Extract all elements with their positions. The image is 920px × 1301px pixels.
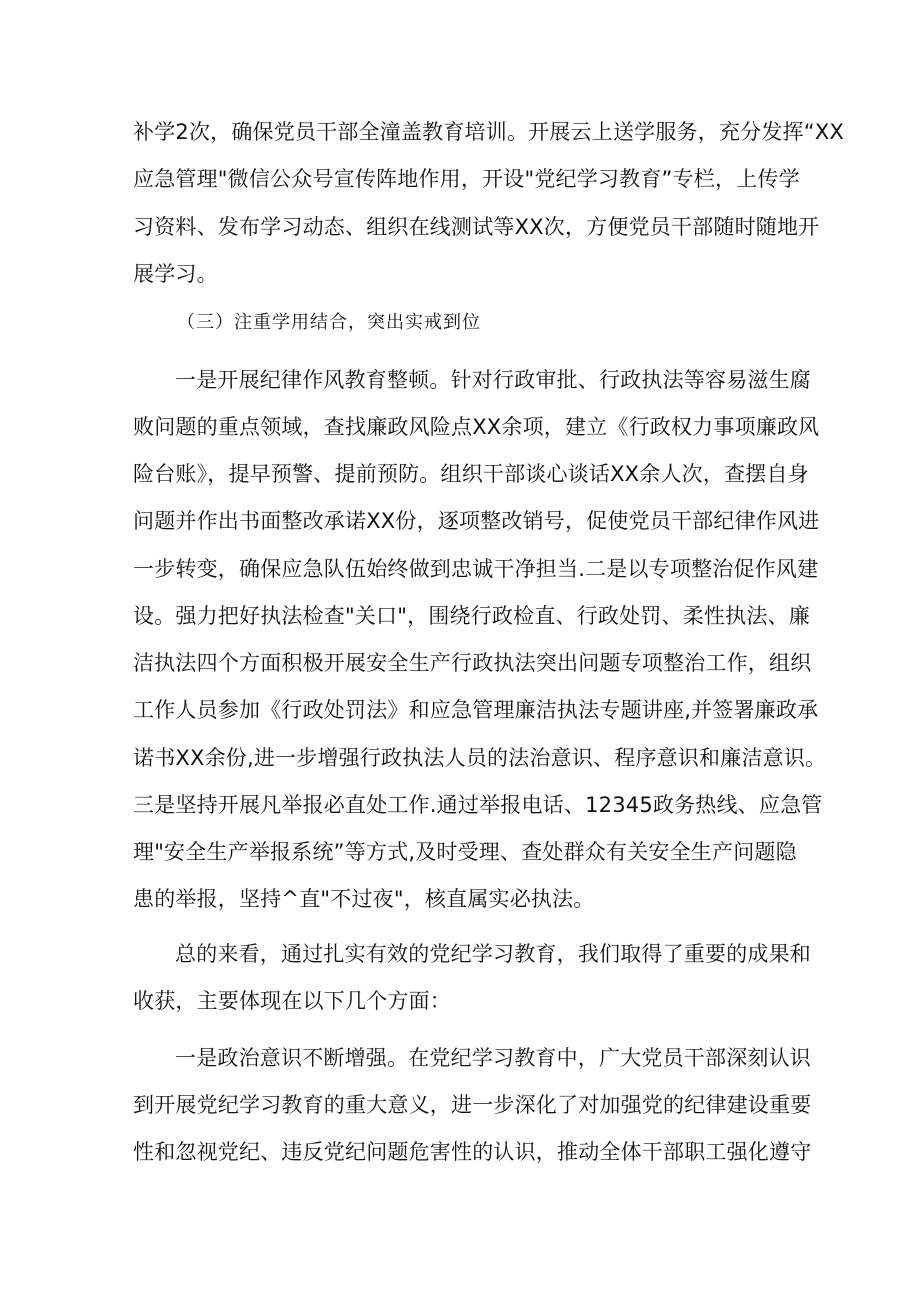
paragraph-line: 洁执法四个方面积极开展安全生产行政执法突出问题专项整治工作，组织 [133, 651, 812, 675]
section-heading: （三）注重学用结合，突出实戒到位 [177, 312, 481, 333]
paragraph-line: 展学习。 [133, 262, 218, 286]
paragraph-line: 补学2次，确保党员干部全潼盖教育培训。开展云上送学服务，充分发挥“XX [133, 120, 845, 144]
paragraph-line: 习资料、发布学习动态、组织在线测试等XX次，方便党员干部随时随地开 [133, 215, 820, 239]
paragraph-line: 性和忽视党纪、违反党纪问题危害性的认识，推动全体干部职工强化遵守 [133, 1140, 812, 1164]
paragraph-line: 设。强力把好执法检查"关口"，围绕行政检直、行政处罚、柔性执法、廉 [133, 604, 810, 628]
paragraph-line: 总的来看，通过扎实有效的党纪学习教育，我们取得了重要的成果和 [175, 942, 811, 966]
paragraph-line: 一是政治意识不断增强。在党纪学习教育中，广大党员干部深刻认识 [175, 1046, 811, 1070]
paragraph-line: 败问题的重点领域，查找廉政风险点XX余项，建立《行政权力事项廉政风 [133, 415, 820, 439]
paragraph-line: 一是开展纪律作风教育整顿。针对行政审批、行政执法等容易滋生腐 [175, 368, 811, 392]
paragraph-line: 患的举报，坚持^直"不过夜"，核直属实必执法。 [133, 887, 595, 911]
paragraph-line: 一步转变，确保应急队伍始终做到忠诚干净担当.二是以专项整治促作风建 [133, 557, 819, 581]
paragraph-line: 工作人员参加《行政处罚法》和应急管理廉洁执法专题讲座,并签署廉政承 [133, 698, 819, 722]
paragraph-line: 理"安全生产举报系统”等方式,及时受理、查处群众有关安全生产问题隐 [133, 840, 797, 864]
paragraph-line: 诺书XX余份,进一步增强行政执法人员的法治意识、程序意识和廉洁意识。 [133, 746, 827, 770]
paragraph-line: 到开展党纪学习教育的重大意义，进一步深化了对加强党的纪律建设重要 [133, 1093, 812, 1117]
paragraph-line: 应急管理"微信公众号宣传阵地作用，开设"党纪学习教育”专栏，上传学 [133, 167, 800, 191]
paragraph-line: 问题并作出书面整改承诺XX份，逐项整改销号，促使党员干部纪律作风进 [133, 509, 820, 533]
paragraph-line: 险台账》，提早预警、提前预防。组织干部谈心谈话XX余人次，查摆自身 [133, 462, 809, 486]
paragraph-line: 收获，主要体现在以下几个方面： [133, 989, 451, 1013]
paragraph-line: 三是坚持开展凡举报必直处工作.通过举报电话、12345政务热线、应急管 [133, 793, 823, 817]
